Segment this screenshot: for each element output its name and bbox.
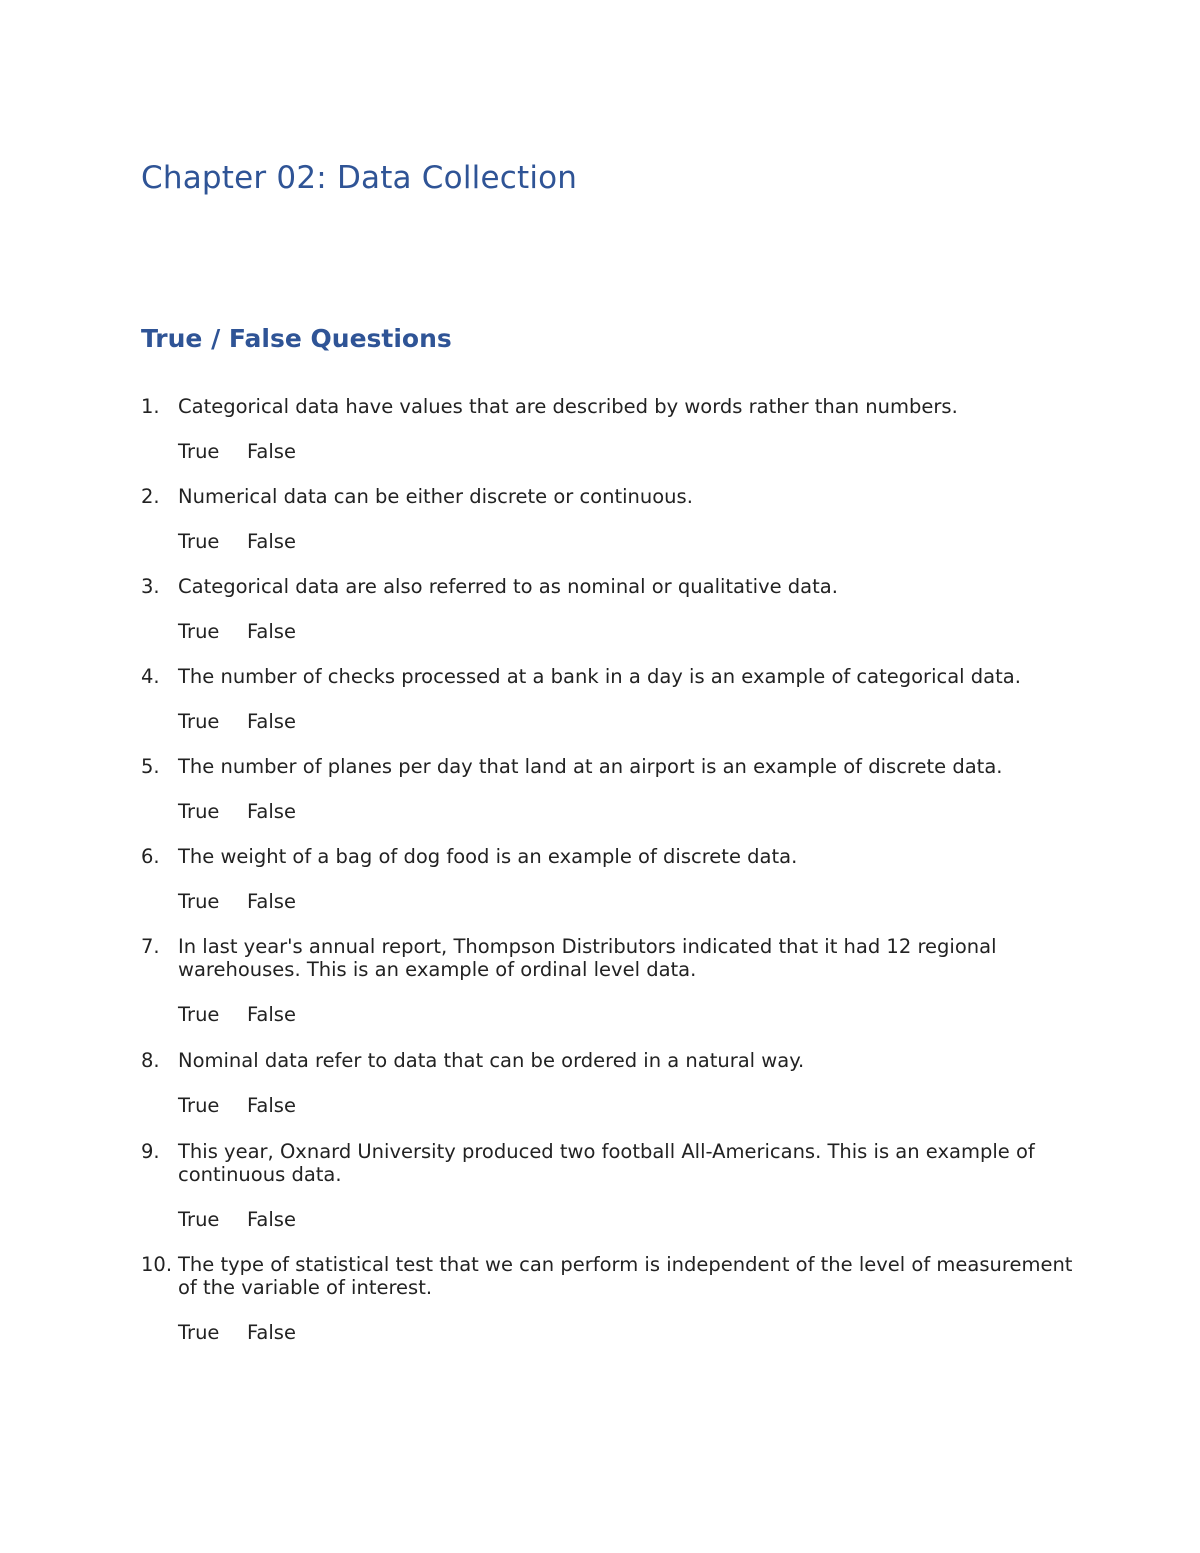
question-item-7 bbox=[141, 935, 1081, 1026]
answer-false: False bbox=[247, 440, 296, 463]
answer-options bbox=[178, 710, 1081, 733]
answer-true: True bbox=[178, 1208, 220, 1231]
question-item-8 bbox=[141, 1049, 1081, 1117]
answer-options bbox=[178, 1321, 1081, 1344]
answer-true: True bbox=[178, 530, 220, 553]
question-number: 6. bbox=[141, 845, 160, 868]
question-item-6 bbox=[141, 845, 1081, 913]
answer-options bbox=[178, 800, 1081, 823]
section-title: True / False Questions bbox=[141, 324, 452, 353]
answer-false: False bbox=[247, 1094, 296, 1117]
answer-false: False bbox=[247, 620, 296, 643]
answer-true: True bbox=[178, 1003, 220, 1026]
answer-false: False bbox=[247, 1208, 296, 1231]
question-text: The number of planes per day that land at an airport is an example of discrete data. bbox=[178, 755, 1003, 778]
question-number: 5. bbox=[141, 755, 160, 778]
answer-false: False bbox=[247, 1321, 296, 1344]
question-item-2 bbox=[141, 485, 1081, 553]
answer-options bbox=[178, 1003, 1081, 1026]
answer-true: True bbox=[178, 440, 220, 463]
answer-false: False bbox=[247, 530, 296, 553]
answer-true: True bbox=[178, 800, 220, 823]
question-text: This year, Oxnard University produced two football All-Americans. This is an example of continuous data. bbox=[178, 1140, 1035, 1186]
question-item-1 bbox=[141, 395, 1081, 463]
chapter-title: Chapter 02: Data Collection bbox=[141, 160, 578, 196]
answer-options bbox=[178, 1208, 1081, 1231]
question-number: 2. bbox=[141, 485, 160, 508]
answer-false: False bbox=[247, 710, 296, 733]
answer-options bbox=[178, 440, 1081, 463]
question-number: 3. bbox=[141, 575, 160, 598]
answer-true: True bbox=[178, 890, 220, 913]
answer-true: True bbox=[178, 1094, 220, 1117]
question-item-4 bbox=[141, 665, 1081, 733]
answer-options bbox=[178, 620, 1081, 643]
answer-options bbox=[178, 890, 1081, 913]
question-item-10 bbox=[141, 1253, 1081, 1344]
answer-false: False bbox=[247, 890, 296, 913]
answer-false: False bbox=[247, 1003, 296, 1026]
question-number: 1. bbox=[141, 395, 160, 418]
answer-options bbox=[178, 1094, 1081, 1117]
question-item-5 bbox=[141, 755, 1081, 823]
question-text: Nominal data refer to data that can be ordered in a natural way. bbox=[178, 1049, 805, 1072]
answer-true: True bbox=[178, 1321, 220, 1344]
question-item-9 bbox=[141, 1140, 1081, 1231]
question-text: Categorical data are also referred to as nominal or qualitative data. bbox=[178, 575, 838, 598]
question-number: 7. bbox=[141, 935, 160, 958]
question-text: Numerical data can be either discrete or continuous. bbox=[178, 485, 693, 508]
answer-false: False bbox=[247, 800, 296, 823]
question-text: Categorical data have values that are described by words rather than numbers. bbox=[178, 395, 958, 418]
question-text: The weight of a bag of dog food is an example of discrete data. bbox=[178, 845, 798, 868]
question-text: In last year's annual report, Thompson Distributors indicated that it had 12 regional warehouses. This is an example of ordinal level data. bbox=[178, 935, 997, 981]
question-number: 4. bbox=[141, 665, 160, 688]
answer-true: True bbox=[178, 710, 220, 733]
question-number: 9. bbox=[141, 1140, 160, 1163]
answer-options bbox=[178, 530, 1081, 553]
question-number: 10. bbox=[141, 1253, 173, 1276]
question-text: The number of checks processed at a bank in a day is an example of categorical data. bbox=[178, 665, 1021, 688]
question-item-3 bbox=[141, 575, 1081, 643]
answer-true: True bbox=[178, 620, 220, 643]
question-text: The type of statistical test that we can perform is independent of the level of measurement of the variable of interest. bbox=[178, 1253, 1073, 1299]
question-list bbox=[141, 390, 1081, 1344]
question-number: 8. bbox=[141, 1049, 160, 1072]
